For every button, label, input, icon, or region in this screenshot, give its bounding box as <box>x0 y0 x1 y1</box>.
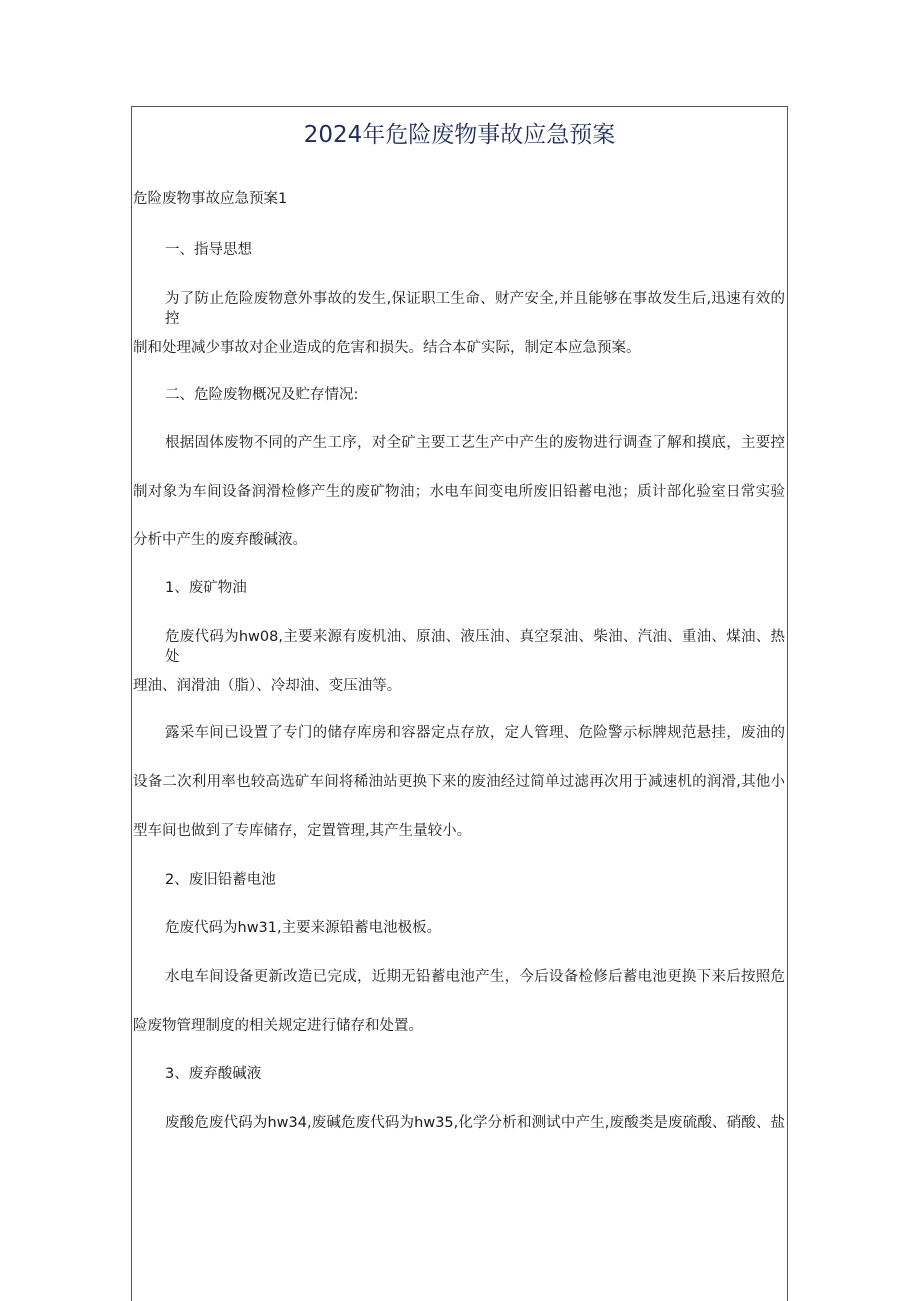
paragraph-line: 露采车间已设置了专门的储存库房和容器定点存放，定人管理、危险警示标牌规范悬挂，废油的 <box>165 725 785 741</box>
paragraph-line: 废酸危废代码为hw34,废碱危废代码为hw35,化学分析和测试中产生,废酸类是废硫酸、硝酸、盐 <box>165 1115 785 1131</box>
paragraph-line: 危废代码为hw31,主要来源铅蓄电池极板。 <box>165 920 442 936</box>
document-subtitle: 危险废物事故应急预案1 <box>133 191 288 207</box>
paragraph-line: 根据固体废物不同的产生工序，对全矿主要工艺生产中产生的废物进行调查了解和摸底，主要控 <box>165 435 785 451</box>
paragraph-line: 为了防止危险废物意外事故的发生,保证职工生命、财产安全,并且能够在事故发生后,迅速有效的控 <box>165 291 785 327</box>
item-heading-waste-mineral-oil: 1、废矿物油 <box>165 580 247 596</box>
paragraph-line: 制对象为车间设备润滑检修产生的废矿物油；水电车间变电所废旧铅蓄电池；质计部化验室日常实验 <box>133 484 785 500</box>
paragraph-line: 危废代码为hw08,主要来源有废机油、原油、液压油、真空泵油、柴油、汽油、重油、煤油、热处 <box>165 629 785 665</box>
document-title: 2024年危险废物事故应急预案 <box>303 122 616 148</box>
paragraph-line: 分析中产生的废弃酸碱液。 <box>133 532 307 548</box>
paragraph-line: 型车间也做到了专库储存，定置管理,其产生量较小。 <box>133 823 472 839</box>
paragraph-line: 制和处理减少事故对企业造成的危害和损失。结合本矿实际，制定本应急预案。 <box>133 340 641 356</box>
item-heading-waste-lead-battery: 2、废旧铅蓄电池 <box>165 872 276 888</box>
paragraph-line: 险废物管理制度的相关规定进行储存和处置。 <box>133 1018 423 1034</box>
section-heading-waste-overview: 二、危险废物概况及贮存情况: <box>165 387 359 403</box>
section-heading-guiding-ideology: 一、指导思想 <box>165 242 252 258</box>
item-heading-waste-acid-alkali: 3、废弃酸碱液 <box>165 1066 262 1082</box>
paragraph-line: 设备二次利用率也较高选矿车间将稀油站更换下来的废油经过简单过滤再次用于减速机的润滑,其他小 <box>133 774 785 790</box>
paragraph-line: 理油、润滑油（脂）、冷却油、变压油等。 <box>133 678 402 694</box>
paragraph-line: 水电车间设备更新改造已完成，近期无铅蓄电池产生，今后设备检修后蓄电池更换下来后按照危 <box>165 969 785 985</box>
